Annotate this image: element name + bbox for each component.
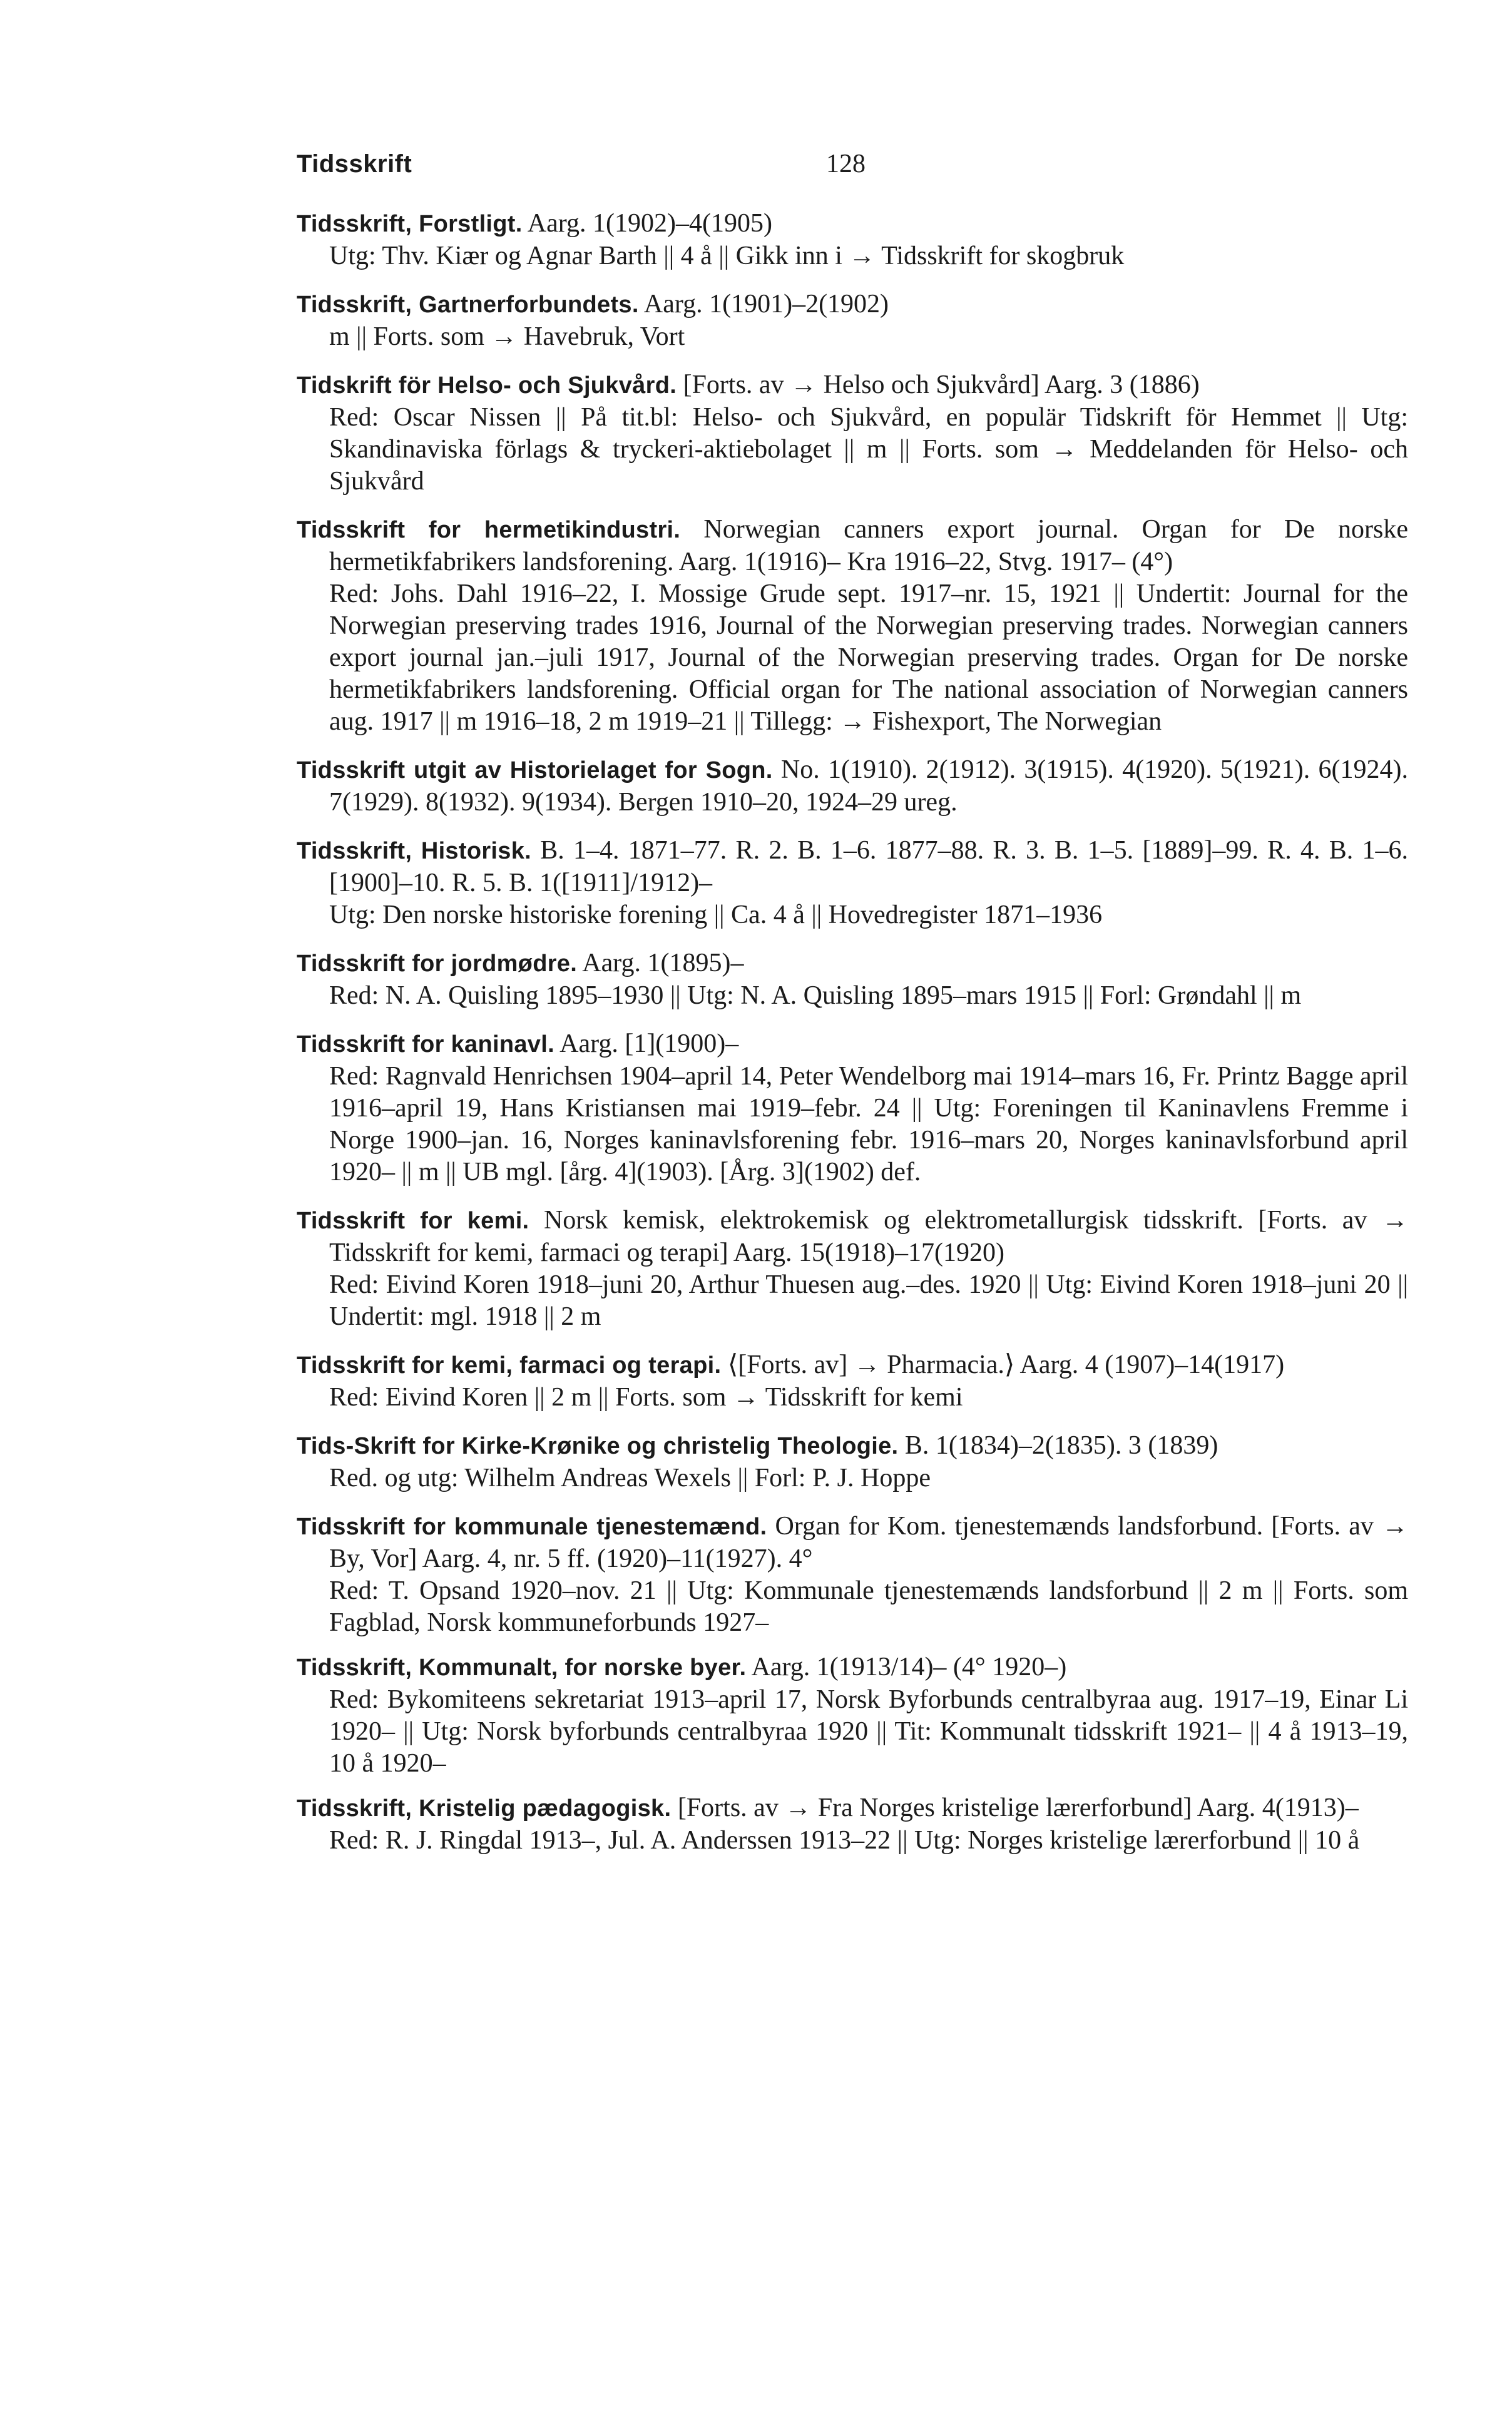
entry-info: Aarg. 1(1901)–2(1902) xyxy=(638,290,889,319)
catalog-entry xyxy=(297,1511,1408,1639)
entry-title: Tidsskrift, Forstligt. xyxy=(297,211,523,237)
entry-detail: Red. og utg: Wilhelm Andreas Wexels || Forl: P. J. Hoppe xyxy=(329,1464,931,1492)
catalog-entry xyxy=(297,1349,1408,1414)
entry-title: Tidsskrift for jordmødre. xyxy=(297,951,578,977)
catalog-entry xyxy=(297,1792,1408,1857)
entry-heading xyxy=(297,947,1408,980)
entry-title: Tidsskrift, Historisk. xyxy=(297,838,531,864)
catalog-entry xyxy=(297,208,1408,272)
entry-heading xyxy=(297,1792,1408,1825)
page-number: 128 xyxy=(826,150,866,178)
entry-info: Organ for Kom. tjenestemænds landsforbund. [Forts. av → By, Vor] Aarg. 4, nr. 5 ff. (1920)–11(1927). 4° xyxy=(329,1512,1408,1573)
entry-heading xyxy=(297,1028,1408,1061)
entry-heading xyxy=(297,1651,1408,1684)
entry-heading xyxy=(297,514,1408,578)
entry-detail: Red: Bykomiteens sekretariat 1913–april 17, Norsk Byforbunds centralbyraa aug. 1917–19, Einar Li 1920– || Utg: Norsk byforbunds centralbyraa 1920 || Tit: Kommunalt tidsskrift 1921– || 4 å 1913–19, 10 å 1920– xyxy=(329,1685,1408,1778)
entry-heading xyxy=(297,754,1408,819)
catalog-entry xyxy=(297,1028,1408,1188)
catalog-entry xyxy=(297,947,1408,1012)
entry-title: Tidsskrift for kemi, farmaci og terapi. xyxy=(297,1352,722,1379)
entry-heading xyxy=(297,1430,1408,1462)
entry-title: Tidsskrift, Kommunalt, for norske byer. xyxy=(297,1655,747,1681)
entry-detail: Red: T. Opsand 1920–nov. 21 || Utg: Kommunale tjenestemænds landsforbund || 2 m || Forts. som Fagblad, Norsk kommuneforbunds 1927– xyxy=(329,1576,1408,1637)
entry-info: B. 1–4. 1871–77. R. 2. B. 1–6. 1877–88. R. 3. B. 1–5. [1889]–99. R. 4. B. 1–6. [1900]–10. R. 5. B. 1([1911]/1912)– xyxy=(329,836,1408,897)
entry-heading xyxy=(297,1511,1408,1575)
entry-info: Norwegian canners export journal. Organ for De norske hermetikfabrikers landsforening. Aarg. 1(1916)– Kra 1916–22, Stvg. 1917– (4°) xyxy=(329,515,1408,576)
page-header xyxy=(297,150,1408,188)
catalog-entry xyxy=(297,1651,1408,1780)
entry-detail: Red: Eivind Koren 1918–juni 20, Arthur Thuesen aug.–des. 1920 || Utg: Eivind Koren 1918–juni 20 || Undertit: mgl. 1918 || 2 m xyxy=(329,1270,1408,1331)
entry-info: No. 1(1910). 2(1912). 3(1915). 4(1920). 5(1921). 6(1924). 7(1929). 8(1932). 9(1934). Bergen 1910–20, 1924–29 ureg. xyxy=(329,755,1408,817)
entry-info: Norsk kemisk, elektrokemisk og elektrometallurgisk tidsskrift. [Forts. av → Tidsskrift for kemi, farmaci og terapi] Aarg. 15(1918)–17(1920) xyxy=(329,1206,1408,1267)
catalog-entry xyxy=(297,369,1408,497)
entry-detail: Utg: Thv. Kiær og Agnar Barth || 4 å || Gikk inn i → Tidsskrift for skogbruk xyxy=(329,242,1125,270)
entry-heading xyxy=(297,1205,1408,1269)
catalog-entry xyxy=(297,1430,1408,1494)
running-head: Tidsskrift xyxy=(297,150,412,178)
entry-detail: Red: Eivind Koren || 2 m || Forts. som → Tidsskrift for kemi xyxy=(329,1383,963,1412)
entry-detail: Red: Ragnvald Henrichsen 1904–april 14, Peter Wendelborg mai 1914–mars 16, Fr. Printz Bagge april 1916–april 19, Hans Kristiansen mai 1919–febr. 24 || Utg: Foreningen til Kaninavlens Fremme i Norge 1900–jan. 16, Norges kaninavlsforening febr. 1916–mars 20, Norges kaninavlsforbund april 1920– || m || UB mgl. [årg. 4](1903). [Årg. 3](1902) def. xyxy=(329,1062,1408,1186)
entry-title: Tidskrift för Helso- och Sjukvård. xyxy=(297,372,677,399)
entry-heading xyxy=(297,369,1408,402)
entry-list xyxy=(297,208,1408,1857)
entry-title: Tidsskrift, Gartnerforbundets. xyxy=(297,292,639,318)
entry-info: B. 1(1834)–2(1835). 3 (1839) xyxy=(898,1431,1218,1460)
entry-heading xyxy=(297,208,1408,240)
entry-title: Tidsskrift for kaninavl. xyxy=(297,1031,554,1058)
entry-heading xyxy=(297,288,1408,321)
catalog-entry xyxy=(297,288,1408,353)
entry-info: [Forts. av → Fra Norges kristelige lærerforbund] Aarg. 4(1913)– xyxy=(671,1793,1359,1822)
entry-info: Aarg. 1(1895)– xyxy=(577,949,744,977)
entry-heading xyxy=(297,1349,1408,1382)
entry-title: Tidsskrift for kemi. xyxy=(297,1208,529,1234)
entry-detail: Red: Oscar Nissen || På tit.bl: Helso- och Sjukvård, en populär Tidskrift för Hemmet || Utg: Skandinaviska förlags & tryckeri-aktiebolaget || m || Forts. som → Meddelanden för Helso- och Sjukvård xyxy=(329,403,1408,496)
catalog-entry xyxy=(297,835,1408,931)
entry-detail: Red: R. J. Ringdal 1913–, Jul. A. Anderssen 1913–22 || Utg: Norges kristelige lærerforbund || 10 å xyxy=(329,1826,1360,1855)
entry-title: Tidsskrift, Kristelig pædagogisk. xyxy=(297,1795,672,1822)
entry-title: Tids-Skrift for Kirke-Krønike og christelig Theologie. xyxy=(297,1433,899,1459)
entry-detail: Red: N. A. Quisling 1895–1930 || Utg: N. A. Quisling 1895–mars 1915 || Forl: Grøndahl || m xyxy=(329,981,1302,1010)
entry-info: Aarg. 1(1902)–4(1905) xyxy=(522,209,772,238)
catalog-entry xyxy=(297,514,1408,738)
entry-info: [Forts. av → Helso och Sjukvård] Aarg. 3 (1886) xyxy=(677,370,1200,399)
entry-title: Tidsskrift for kommunale tjenestemænd. xyxy=(297,1514,767,1540)
entry-title: Tidsskrift for hermetikindustri. xyxy=(297,517,681,543)
catalog-entry xyxy=(297,754,1408,819)
entry-info: ⟨[Forts. av] → Pharmacia.⟩ Aarg. 4 (1907)–14(1917) xyxy=(721,1350,1285,1379)
entry-info: Aarg. 1(1913/14)– (4° 1920–) xyxy=(746,1653,1067,1681)
entry-detail: Utg: Den norske historiske forening || Ca. 4 å || Hovedregister 1871–1936 xyxy=(329,900,1103,929)
entry-info: Aarg. [1](1900)– xyxy=(554,1029,739,1058)
entry-title: Tidsskrift utgit av Historielaget for Sogn. xyxy=(297,757,773,783)
entry-heading xyxy=(297,835,1408,899)
entry-detail: Red: Johs. Dahl 1916–22, I. Mossige Grude sept. 1917–nr. 15, 1921 || Undertit: Journal for the Norwegian preserving trades 1916, Journal of the Norwegian preserving trades. Norwegian canners export journal jan.–juli 1917, Journal of the Norwegian preserving trades. Organ for De norske hermetikfabrikers landsforening. Official organ for The national association of Norwegian canners aug. 1917 || m 1916–18, 2 m 1919–21 || Tillegg: → Fishexport, The Norwegian xyxy=(329,579,1408,736)
catalog-entry xyxy=(297,1205,1408,1333)
entry-detail: m || Forts. som → Havebruk, Vort xyxy=(329,322,685,351)
